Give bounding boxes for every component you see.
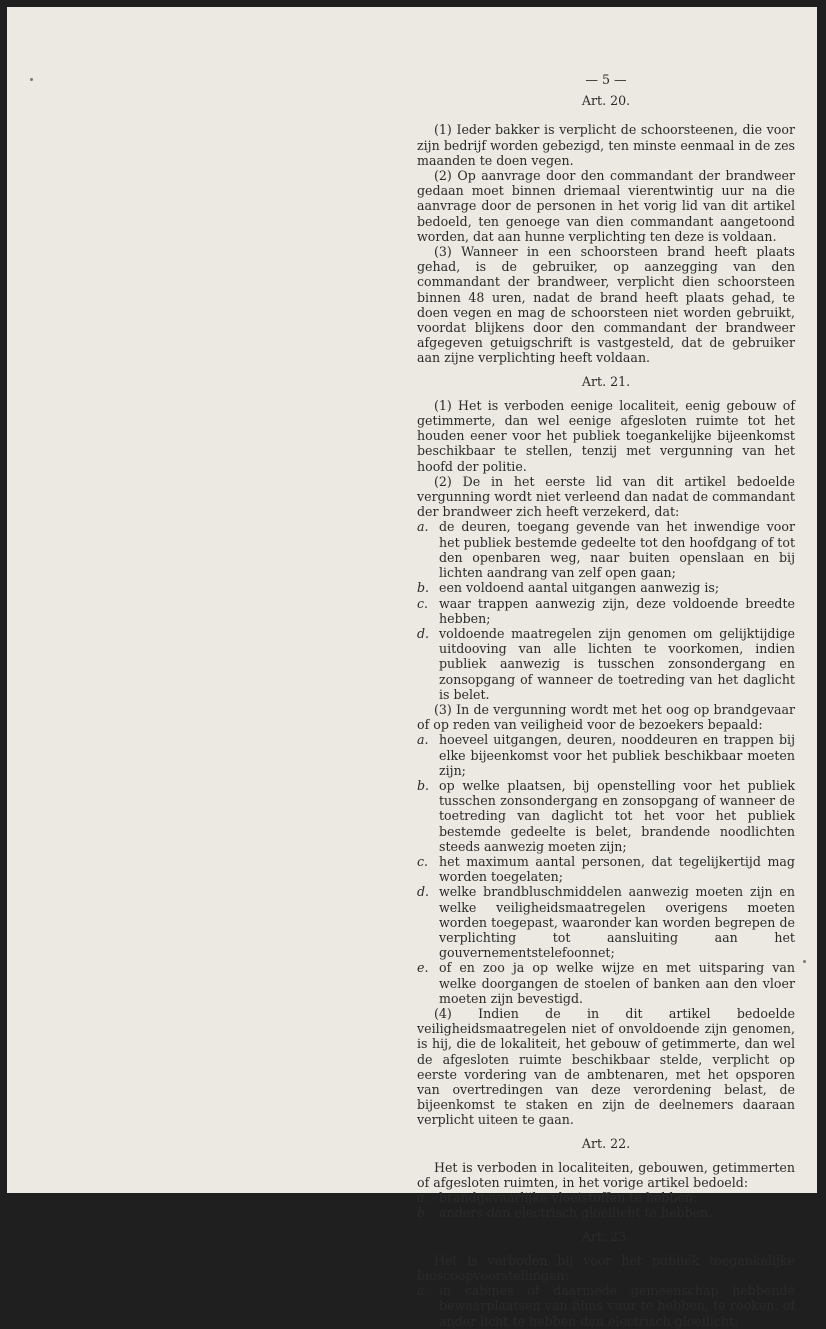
list-item-label: b. xyxy=(417,777,430,793)
list-item-text: welke brandbluschmiddelen aanwezig moeten zijn en welke veiligheidsmaatregelen overigens moeten worden toegepast, waaronder kan worden begrepen de verplichting tot aansluiting aan het gouvernementstelefoonnet; xyxy=(439,884,795,961)
list-item-text: in cabines of daarmede gemeenschap hebbende bewaarplaatsen van films vuur te hebben, te rooken, of ander licht te hebben dan electrisch gloeilicht; xyxy=(439,1283,795,1329)
document-page xyxy=(7,7,817,1329)
list-item-text: op welke plaatsen, bij openstelling voor het publiek tusschen zonsondergang en zonsopgang of wanneer de toetreding van daglicht tot het voor het publiek bestemde gedeelte is belet, brandende noodlichten steeds aanwezig moeten zijn; xyxy=(439,777,795,854)
list-item xyxy=(417,1205,795,1220)
list-item-text: brandgevaarlijke vloeistoffen te hebben; xyxy=(439,1190,698,1206)
list-item-label: c. xyxy=(417,595,429,611)
list-item-text: de deuren, toegang gevende van het inwendige voor het publiek bestemde gedeelte tot den hoofdgang of tot den openbaren weg, naar buiten openslaan en bij lichten aandrang van zelf open gaan; xyxy=(439,519,796,581)
list-item-text: voldoende maatregelen zijn genomen om gelijktijdige uitdooving van alle lichten te voorkomen, indien publiek aanwezig is tusschen zonsondergang en zonsopgang of wanneer de toetreding van het daglicht is belet. xyxy=(439,625,795,702)
list-item xyxy=(417,580,795,595)
list-item-label: a. xyxy=(417,732,429,748)
list-item xyxy=(417,1283,795,1329)
article-paragraph: (4) Indien de in dit artikel bedoelde veiligheidsmaatregelen niet of onvoldoende zijn genomen, is hij, die de lokaliteit, het gebouw of getimmerte, dan wel de afgesloten ruimte beschikbaar stelde, verplicht op eerste vordering van de ambtenaren, met het opsporen van overtredingen van deze verordening belast, de bijeenkomst te staken en zijn de deelnemers daaraan verplicht uiteen te gaan. xyxy=(417,1005,795,1128)
list-item-label: a. xyxy=(417,1283,429,1299)
article-heading: Art. 21. xyxy=(581,373,631,389)
list-item xyxy=(417,1190,795,1205)
list-item-text: hoeveel uitgangen, deuren, nooddeuren en trappen bij elke bijeenkomst voor het publiek beschikbaar moeten zijn; xyxy=(439,732,795,778)
list-item-label: d. xyxy=(417,884,430,900)
paper-speck xyxy=(30,78,33,81)
article-paragraph: (3) Wanneer in een schoorsteen brand heeft plaats gehad, is de gebruiker, op aanzegging van den commandant der brandweer, verplicht dien schoorsteen binnen 48 uren, nadat de brand heeft plaats gehad, te doen vegen en mag de schoorsteen niet worden gebruikt, voordat blijkens door den commandant der brandweer afgegeven getuigschrift is vastgesteld, dat de gebruiker aan zijne verplichting heeft voldaan. xyxy=(417,244,795,366)
list-item xyxy=(417,854,795,884)
list-item-text: een voldoend aantal uitgangen aanwezig is; xyxy=(439,580,720,596)
list-item-label: c. xyxy=(417,853,429,869)
article-paragraph: (3) In de vergunning wordt met het oog op brandgevaar of op reden van veiligheid voor de bezoekers bepaald: xyxy=(417,701,795,733)
list-item-text: anders dan electrisch gloeilicht te hebben. xyxy=(439,1205,713,1221)
list-item-label: a. xyxy=(417,519,429,535)
list-item xyxy=(417,778,795,854)
list-item-text: het maximum aantal personen, dat tegelijkertijd mag worden toegelaten; xyxy=(439,853,795,885)
list-item xyxy=(417,596,795,626)
list-item-label: e. xyxy=(417,960,429,976)
article-heading: Art. 22. xyxy=(581,1135,631,1151)
list-item xyxy=(417,960,795,1006)
list-item-text: waar trappen aanwezig zijn, deze voldoende breedte hebben; xyxy=(439,595,795,626)
article-paragraph: Het is verboden in localiteiten, gebouwen, getimmerten of afgesloten ruimten, in het vorige artikel bedoeld: xyxy=(417,1159,795,1191)
list-item xyxy=(417,519,795,580)
list-item xyxy=(417,732,795,778)
list-item-label: d. xyxy=(417,625,430,641)
list-item-label: b. xyxy=(417,1205,430,1221)
page-number: — 5 — xyxy=(585,72,627,87)
list-item-label: b. xyxy=(417,580,430,596)
list-item xyxy=(417,884,795,960)
page-content xyxy=(417,72,795,1329)
article-heading: Art. 20. xyxy=(581,93,631,109)
list-item xyxy=(417,626,795,702)
article-paragraph: (2) Op aanvrage door den commandant der brandweer gedaan moet binnen driemaal vierentwintig uur na die aanvrage door de personen in het vorig lid van dit artikel bedoeld, ten genoege van dien commandant aangetoond worden, dat aan hunne verplichting ten deze is voldaan. xyxy=(417,168,795,244)
article-heading: Art. 23. xyxy=(581,1228,631,1244)
paper-speck xyxy=(803,960,806,963)
article-paragraph: (1) Ieder bakker is verplicht de schoorsteenen, die voor zijn bedrijf worden gebezigd, ten minste eenmaal in de zes maanden te doen vegen. xyxy=(417,122,795,168)
article-paragraph: (2) De in het eerste lid van dit artikel bedoelde vergunning wordt niet verleend dan nadat de commandant der brandweer zich heeft verzekerd, dat: xyxy=(417,473,795,520)
list-item-label: a. xyxy=(417,1190,429,1206)
list-item-text: of en zoo ja op welke wijze en met uitsparing van welke doorgangen de stoelen of banken aan den vloer moeten zijn bevestigd. xyxy=(439,960,795,1006)
article-paragraph: Het is verboden bij voor het publiek toegankelijke bioscoopvoorstellingen: xyxy=(417,1252,795,1284)
article-paragraph: (1) Het is verboden eenige localiteit, eenig gebouw of getimmerte, dan wel eenige afgesloten ruimte tot het houden eener voor het publiek toegankelijke bijeenkomst beschikbaar te stellen, tenzij met vergunning van het hoofd der politie. xyxy=(417,397,795,474)
